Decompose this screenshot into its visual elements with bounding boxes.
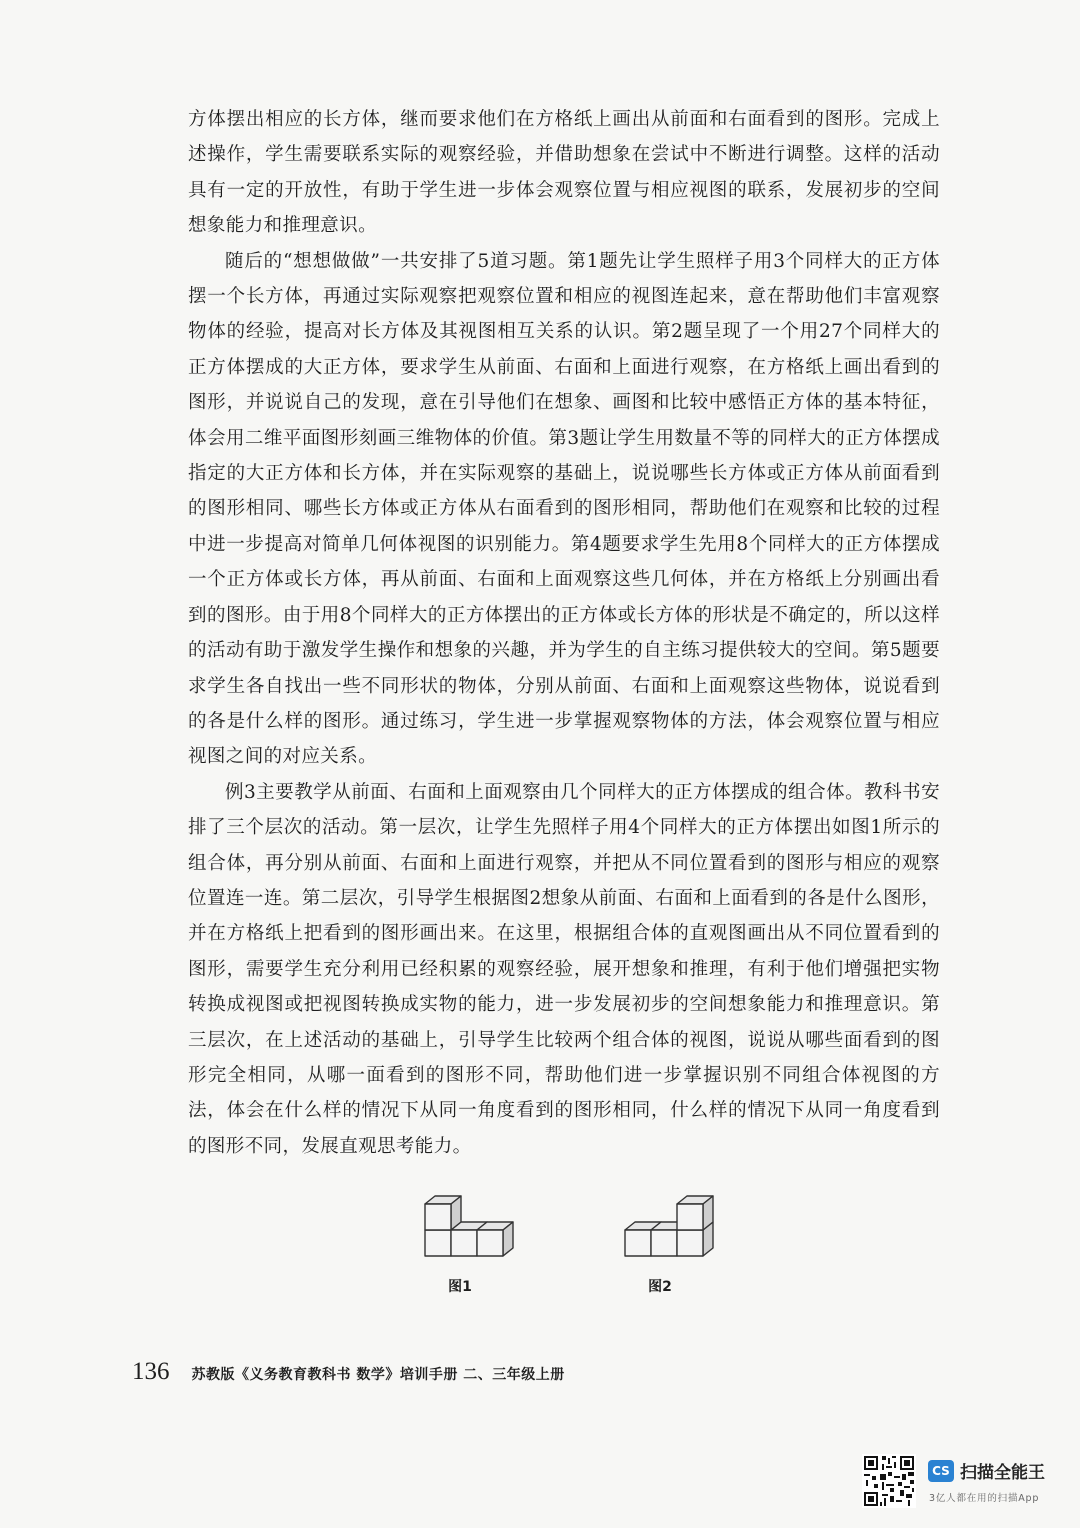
scanner-watermark [862,1454,1062,1512]
qr-code-icon [862,1454,916,1508]
figure-2-caption: 图2 [648,1279,672,1295]
page-number: 136 [132,1358,170,1385]
body-text [188,102,940,1164]
page-footer [132,1358,565,1386]
paragraph-example-3: 例3主要教学从前面、右面和上面观察由几个同样大的正方体摆成的组合体。教科书安排了三个层次的活动。第一层次，让学生先照样子用4个同样大的正方体摆出如图1所示的组合体，再分别从前面、右面和上面进行观察，并把从不同位置看到的图形与相应的观察位置连一连。第二层次，引导学生根据图2想象从前面、右面和上面看到的各是什么图形，并在方格纸上把看到的图形画出来。在这里，根据组合体的直观图画出从不同位置看到的图形，需要学生充分利用已经积累的观察经验，展开想象和推理，有利于他们增强把实物转换成视图或把视图转换成实物的能力，进一步发展初步的空间想象能力和推理意识。第三层次，在上述活动的基础上，引导学生比较两个组合体的视图，说说从哪些面看到的图形完全相同，从哪一面看到的图形不同，帮助他们进一步掌握识别不同组合体视图的方法，体会在什么样的情况下从同一角度看到的图形相同，什么样的情况下从同一角度看到的图形不同，发展直观思考能力。 [188,781,940,1157]
paragraph-continuation: 方体摆出相应的长方体，继而要求他们在方格纸上画出从前面和右面看到的图形。完成上述操作，学生需要联系实际的观察经验，并借助想象在尝试中不断进行调整。这样的活动具有一定的开放性，有助于学生进一步体会观察位置与相应视图的联系，发展初步的空间想象能力和推理意识。 [188,109,940,237]
scanner-app-name: 扫描全能王 [960,1463,1045,1483]
paragraph-exercises: 随后的“想想做做”一共安排了5道习题。第1题先让学生照样子用3个同样大的正方体摆一个长方体，再通过实际观察把观察位置和相应的视图连起来，意在帮助他们丰富观察物体的经验，提高对长方体及其视图相互关系的认识。第2题呈现了一个用27个同样大的正方体摆成的大正方体，要求学生从前面、右面和上面进行观察，在方格纸上画出看到的图形，并说说自己的发现，意在引导他们在想象、画图和比较中感悟正方体的基本特征，体会用二维平面图形刻画三维物体的价值。第3题让学生用数量不等的同样大的正方体摆成指定的大正方体和长方体，并在实际观察的基础上，说说哪些长方体或正方体从前面看到的图形相同、哪些长方体或正方体从右面看到的图形相同，帮助他们在观察和比较的过程中进一步提高对简单几何体视图的识别能力。第4题要求学生先用8个同样大的正方体摆成一个正方体或长方体，再从前面、右面和上面观察这些几何体，并在方格纸上分别画出看到的图形。由于用8个同样大的正方体摆出的正方体或长方体的形状是不确定的，所以这样的活动有助于激发学生操作和想象的兴趣，并为学生的自主练习提供较大的空间。第5题要求学生各自找出一些不同形状的物体，分别从前面、右面和上面观察这些物体，说说看到的各是什么样的图形。通过练习，学生进一步掌握观察物体的方法，体会观察位置与相应视图之间的对应关系。 [188,250,940,768]
figure-1-cubes-drawing [405,1192,515,1264]
figure-2-cubes-drawing [605,1192,715,1264]
figure-1 [400,1192,520,1296]
figure-2 [600,1192,720,1296]
book-title: 苏教版《义务教育教科书 数学》培训手册 二、三年级上册 [191,1367,565,1383]
figure-1-caption: 图1 [448,1279,472,1295]
scanner-app-tagline: 3亿人都在用的扫描App [929,1493,1040,1504]
figures-row [0,1192,1080,1302]
cs-logo-icon: CS [928,1460,954,1482]
